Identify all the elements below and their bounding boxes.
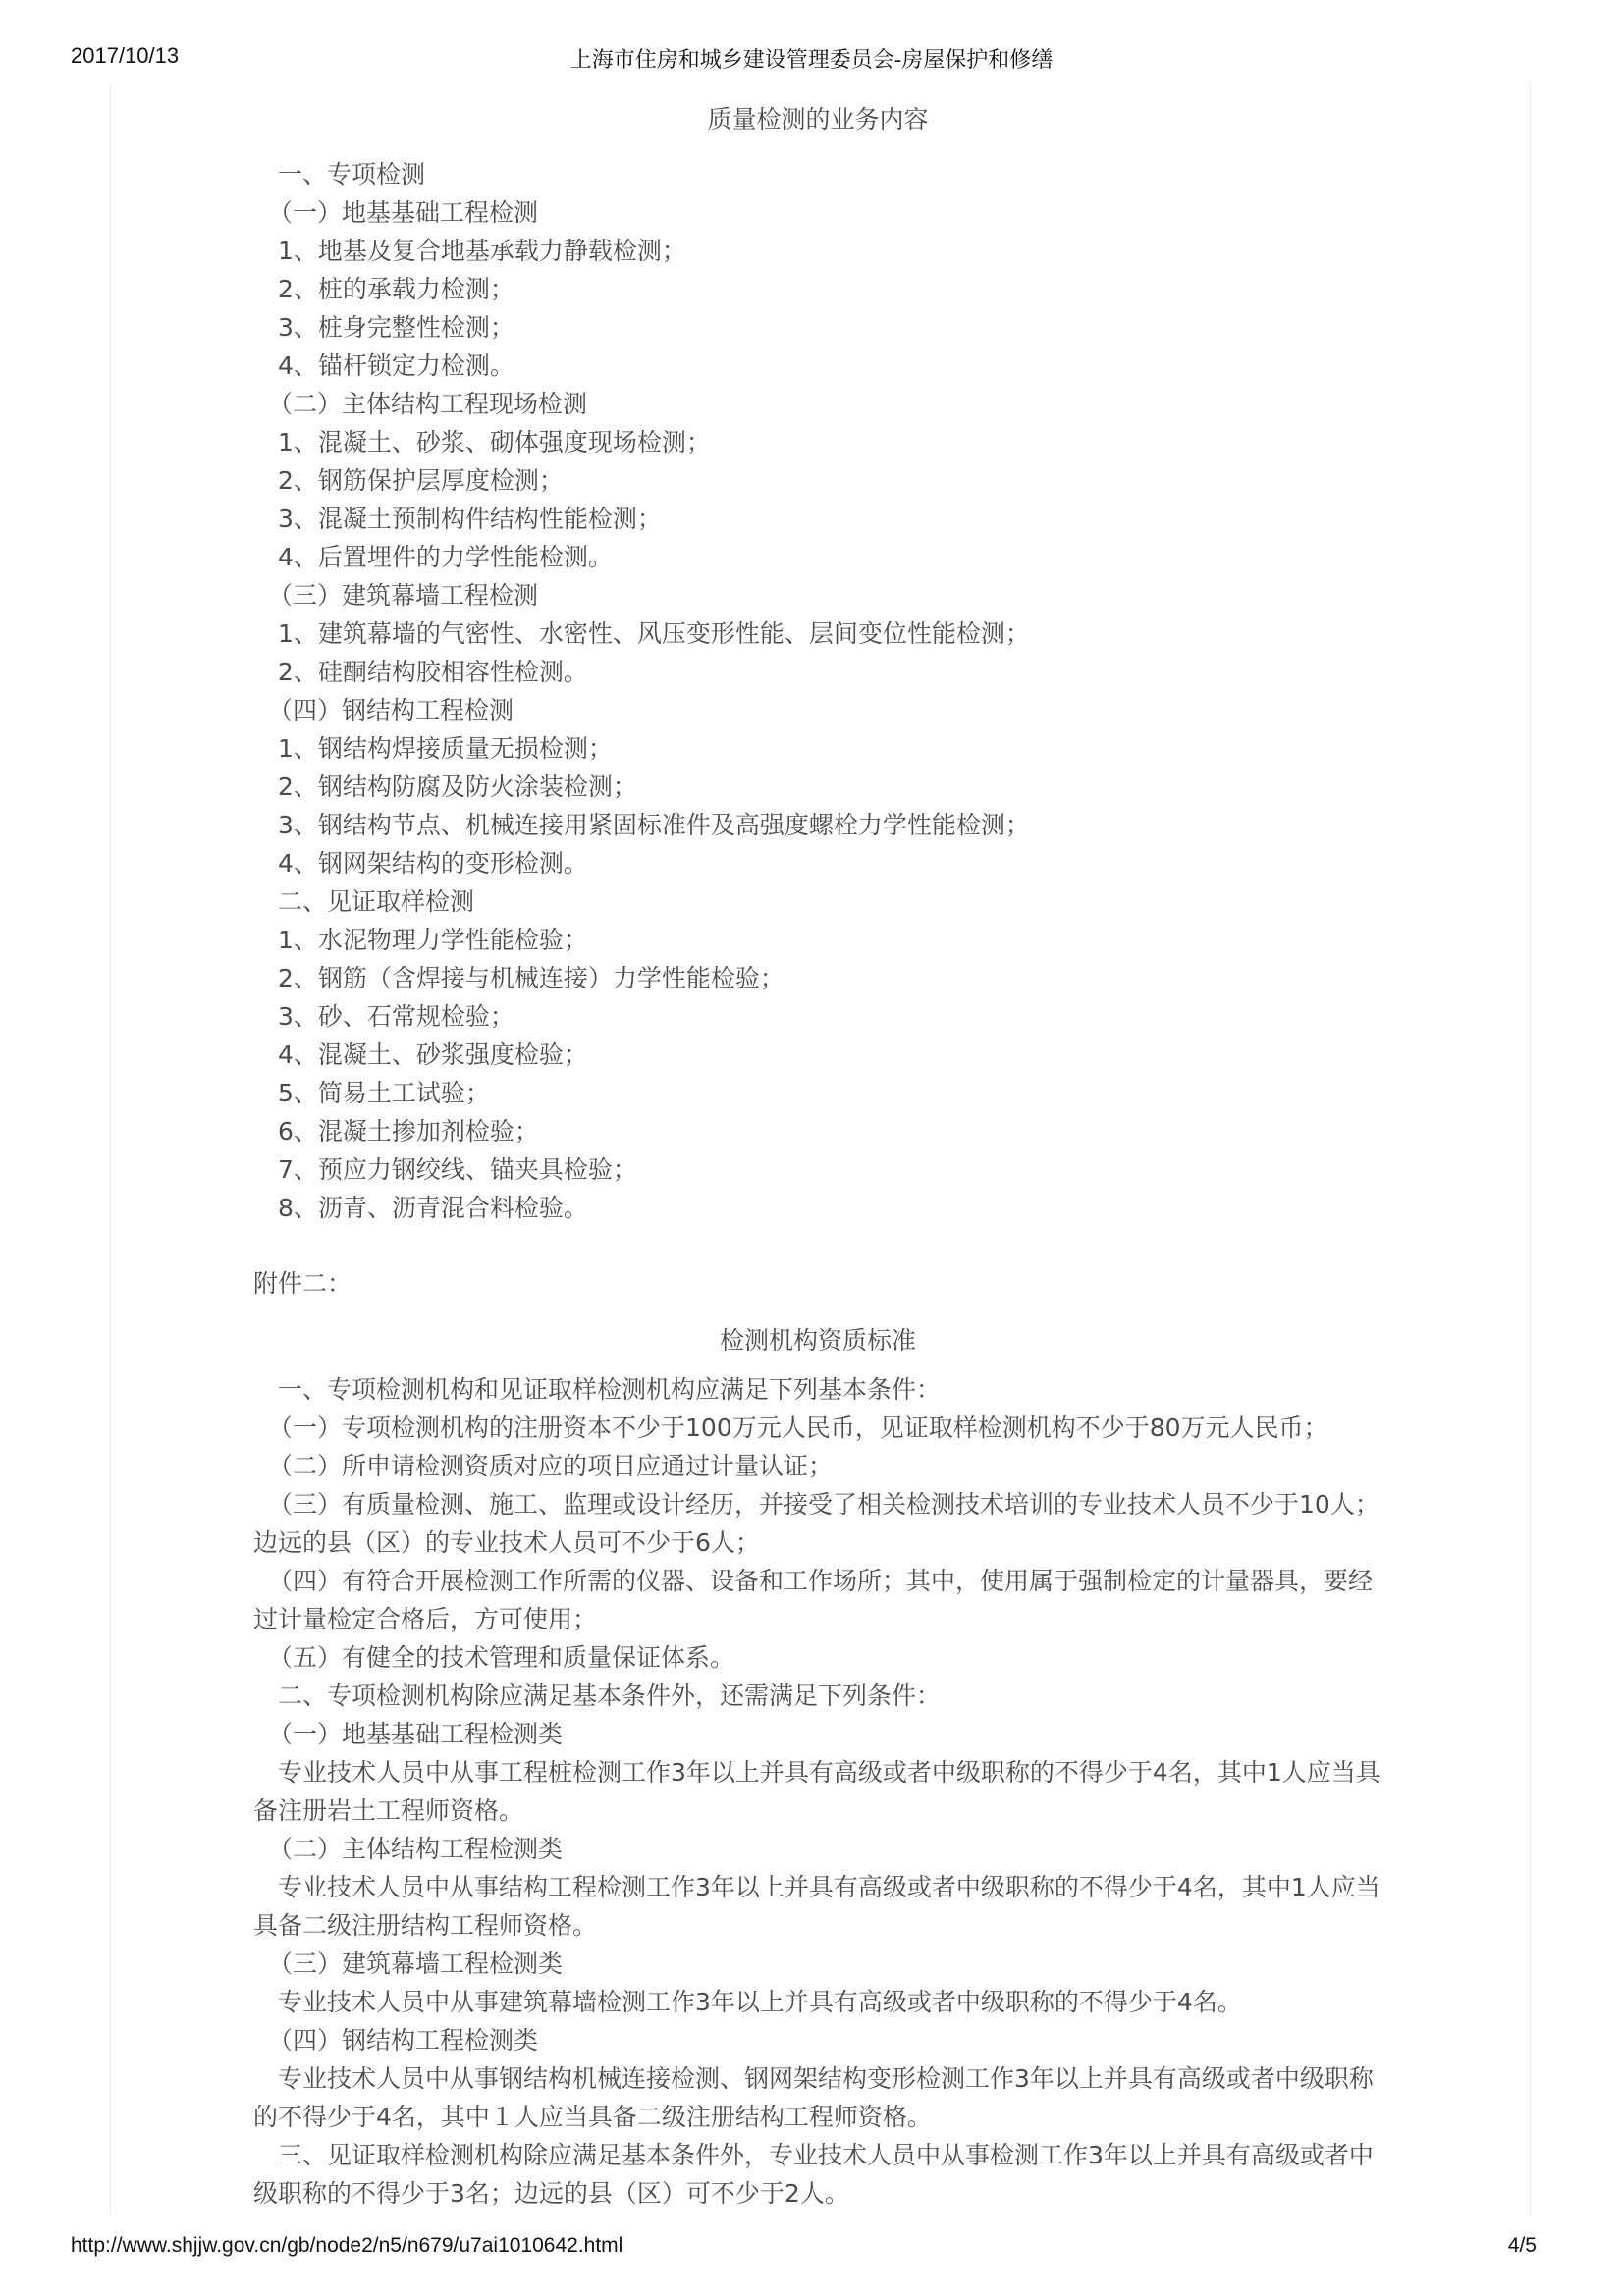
s1-line: （三）建筑幕墙工程检测 [268, 581, 539, 610]
s1-line: 6、混凝土掺加剂检验； [278, 1117, 539, 1146]
s2-paragraph: 专业技术人员中从事建筑幕墙检测工作3年以上并具有高级或者中级职称的不得少于4名。 [278, 1988, 1242, 2016]
s1-line: 3、砂、石常规检验； [278, 1002, 514, 1031]
s1-line: 3、桩身完整性检测； [278, 313, 514, 342]
attachment-label: 附件二： [253, 1269, 352, 1298]
s1-line: 1、钢结构焊接质量无损检测； [278, 734, 613, 763]
s1-line: 3、混凝土预制构件结构性能检测； [278, 505, 662, 533]
s1-line: 1、水泥物理力学性能检验； [278, 926, 588, 954]
s1-line: 4、钢网架结构的变形检测。 [278, 849, 588, 878]
s1-line: （一）地基基础工程检测 [268, 198, 539, 227]
footer-url-link[interactable]: http://www.shjjw.gov.cn/gb/node2/n5/n679/u7ai1010642.html [71, 2234, 623, 2257]
s2-paragraph: （三）建筑幕墙工程检测类 [268, 1949, 564, 1978]
section1-title: 质量检测的业务内容 [707, 105, 929, 133]
s2-paragraph: 专业技术人员中从事工程桩检测工作3年以上并具有高级或者中级职称的不得少于4名，其中1人应当具备注册岩土工程师资格。 [253, 1758, 1380, 1825]
page-border-right [1530, 82, 1531, 2215]
header-title: 上海市住房和城乡建设管理委员会-房屋保护和修缮 [569, 48, 1054, 73]
s2-paragraph: （四）有符合开展检测工作所需的仪器、设备和工作场所；其中，使用属于强制检定的计量器具，要经过计量检定合格后，方可使用； [253, 1567, 1374, 1633]
footer-page-number: 4/5 [1507, 2234, 1537, 2257]
s1-line: 一、专项检测 [278, 160, 426, 188]
s1-line: 2、桩的承载力检测； [278, 275, 514, 303]
s2-paragraph: 二、专项检测机构除应满足基本条件外，还需满足下列条件： [278, 1682, 942, 1710]
s1-line: 4、后置埋件的力学性能检测。 [278, 543, 613, 571]
s2-paragraph: 一、专项检测机构和见证取样检测机构应满足下列基本条件： [278, 1375, 942, 1404]
s1-line: 1、混凝土、砂浆、砌体强度现场检测； [278, 428, 711, 456]
s2-paragraph: 三、见证取样检测机构除应满足基本条件外，专业技术人员中从事检测工作3年以上并具有高级或者中级职称的不得少于3名；边远的县（区）可不少于2人。 [253, 2141, 1374, 2208]
s2-paragraph: （二）主体结构工程检测类 [268, 1835, 564, 1863]
s1-line: 2、钢筋保护层厚度检测； [278, 466, 564, 495]
s1-line: （二）主体结构工程现场检测 [268, 390, 588, 418]
s1-line: 8、沥青、沥青混合料检验。 [278, 1194, 588, 1222]
s1-line: 5、简易土工试验； [278, 1079, 490, 1107]
s1-line: 2、硅酮结构胶相容性检测。 [278, 658, 588, 686]
s2-paragraph: （一）专项检测机构的注册资本不少于100万元人民币，见证取样检测机构不少于80万元人民币； [268, 1414, 1328, 1442]
s2-paragraph: （二）所申请检测资质对应的项目应通过计量认证； [268, 1452, 834, 1480]
s1-line: 2、钢结构防腐及防火涂装检测； [278, 773, 637, 801]
s1-line: 4、混凝土、砂浆强度检验； [278, 1041, 588, 1069]
s1-line: 4、锚杆锁定力检测。 [278, 351, 514, 380]
section2-title: 检测机构资质标准 [719, 1326, 916, 1355]
s2-paragraph: 专业技术人员中从事结构工程检测工作3年以上并具有高级或者中级职称的不得少于4名，其中1人应当具备二级注册结构工程师资格。 [253, 1873, 1380, 1940]
s2-paragraph: （五）有健全的技术管理和质量保证体系。 [268, 1643, 735, 1672]
s1-line: 二、见证取样检测 [278, 887, 475, 916]
s1-line: （四）钢结构工程检测 [268, 696, 514, 724]
page-border-left [110, 82, 111, 2215]
s2-paragraph: （四）钢结构工程检测类 [268, 2026, 539, 2055]
s2-paragraph: 专业技术人员中从事钢结构机械连接检测、钢网架结构变形检测工作3年以上并具有高级或者中级职称的不得少于4名，其中１人应当具备二级注册结构工程师资格。 [253, 2064, 1374, 2131]
s1-line: 1、建筑幕墙的气密性、水密性、风压变形性能、层间变位性能检测； [278, 619, 1030, 648]
s1-line: 3、钢结构节点、机械连接用紧固标准件及高强度螺栓力学性能检测； [278, 811, 1030, 839]
s2-paragraph: （一）地基基础工程检测类 [268, 1720, 564, 1748]
s2-paragraph: （三）有质量检测、施工、监理或设计经历，并接受了相关检测技术培训的专业技术人员不少于10人；边远的县（区）的专业技术人员可不少于6人； [253, 1490, 1380, 1557]
s1-line: 7、预应力钢绞线、锚夹具检验； [278, 1155, 637, 1184]
header-date: 2017/10/13 [71, 43, 180, 68]
s1-line: 1、地基及复合地基承载力静载检测； [278, 237, 686, 265]
s1-line: 2、钢筋（含焊接与机械连接）力学性能检验； [278, 964, 784, 992]
